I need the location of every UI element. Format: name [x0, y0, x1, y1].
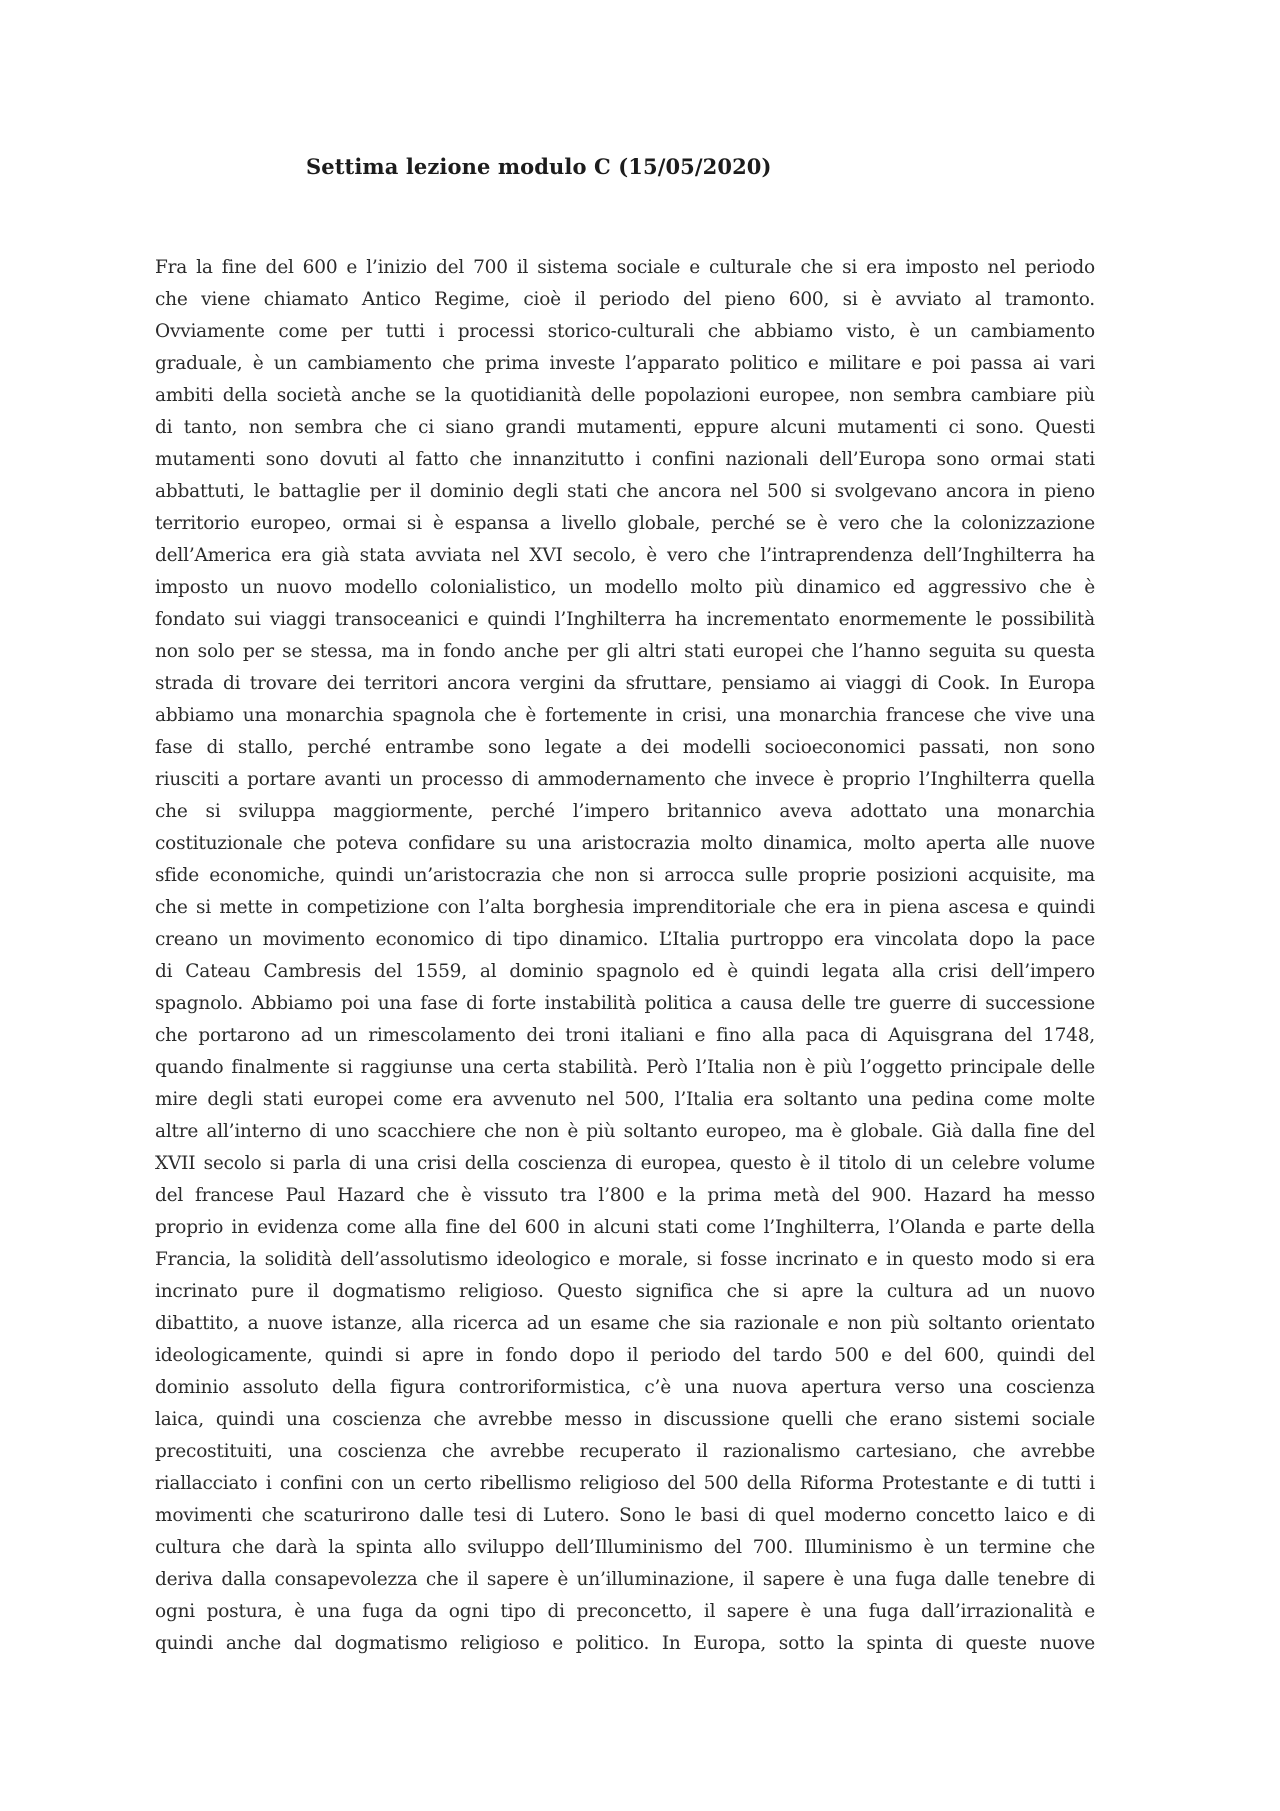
text-line: abbattuti, le battaglie per il dominio degli stati che ancora nel 500 si svolgevano ancora in pieno	[155, 481, 1095, 502]
text-line: proprio in evidenza come alla fine del 600 in alcuni stati come l’Inghilterra, l’Olanda e parte della	[155, 1217, 1095, 1238]
text-line: dominio assoluto della figura controriformistica, c’è una nuova apertura verso una coscienza	[155, 1377, 1095, 1398]
text-line: che si sviluppa maggiormente, perché l’impero britannico aveva adottato una monarchia	[155, 801, 1095, 822]
text-line: che viene chiamato Antico Regime, cioè il periodo del pieno 600, si è avviato al tramonto.	[155, 289, 1095, 310]
text-line: sfide economiche, quindi un’aristocrazia che non si arrocca sulle proprie posizioni acquisite, ma	[155, 865, 1095, 886]
text-line: graduale, è un cambiamento che prima investe l’apparato politico e militare e poi passa ai vari	[155, 353, 1095, 374]
text-line: incrinato pure il dogmatismo religioso. Questo significa che si apre la cultura ad un nuovo	[155, 1281, 1095, 1302]
text-line: riallacciato i confini con un certo ribellismo religioso del 500 della Riforma Protestante e di tutti i	[155, 1473, 1095, 1494]
text-line: mutamenti sono dovuti al fatto che innanzitutto i confini nazionali dell’Europa sono ormai stati	[155, 449, 1095, 470]
text-line: cultura che darà la spinta allo sviluppo dell’Illuminismo del 700. Illuminismo è un termine che	[155, 1537, 1095, 1558]
text-line: laica, quindi una coscienza che avrebbe messo in discussione quelli che erano sistemi sociale	[155, 1409, 1095, 1430]
text-line: ogni postura, è una fuga da ogni tipo di preconcetto, il sapere è una fuga dall’irrazionalità e	[155, 1601, 1095, 1622]
text-line: ambiti della società anche se la quotidianità delle popolazioni europee, non sembra cambiare più	[155, 385, 1095, 406]
text-line: creano un movimento economico di tipo dinamico. L’Italia purtroppo era vincolata dopo la pace	[155, 929, 1095, 950]
text-line: abbiamo una monarchia spagnola che è fortemente in crisi, una monarchia francese che vive una	[155, 705, 1095, 726]
text-line: dell’America era già stata avviata nel XVI secolo, è vero che l’intraprendenza dell’Inghilterra ha	[155, 545, 1095, 566]
text-line: altre all’interno di uno scacchiere che non è più soltanto europeo, ma è globale. Già dalla fine del	[155, 1121, 1095, 1142]
text-line: quindi anche dal dogmatismo religioso e politico. In Europa, sotto la spinta di queste nuove	[155, 1633, 1095, 1654]
text-line: fase di stallo, perché entrambe sono legate a dei modelli socioeconomici passati, non sono	[155, 737, 1095, 758]
text-line: di tanto, non sembra che ci siano grandi mutamenti, eppure alcuni mutamenti ci sono. Questi	[155, 417, 1095, 438]
text-line: mire degli stati europei come era avvenuto nel 500, l’Italia era soltanto una pedina come molte	[155, 1089, 1095, 1110]
text-line: precostituiti, una coscienza che avrebbe recuperato il razionalismo cartesiano, che avrebbe	[155, 1441, 1095, 1462]
text-line: quando finalmente si raggiunse una certa stabilità. Però l’Italia non è più l’oggetto principale delle	[155, 1057, 1095, 1078]
text-line: che si mette in competizione con l’alta borghesia imprenditoriale che era in piena ascesa e quindi	[155, 897, 1095, 918]
text-line: territorio europeo, ormai si è espansa a livello globale, perché se è vero che la colonizzazione	[155, 513, 1095, 534]
text-line: strada di trovare dei territori ancora vergini da sfruttare, pensiamo ai viaggi di Cook. In Europa	[155, 673, 1095, 694]
text-line: del francese Paul Hazard che è vissuto tra l’800 e la prima metà del 900. Hazard ha messo	[155, 1185, 1095, 1206]
text-line: di Cateau Cambresis del 1559, al dominio spagnolo ed è quindi legata alla crisi dell’impero	[155, 961, 1095, 982]
text-line: XVII secolo si parla di una crisi della coscienza di europea, questo è il titolo di un celebre volume	[155, 1153, 1095, 1174]
text-line: deriva dalla consapevolezza che il sapere è un’illuminazione, il sapere è una fuga dalle tenebre di	[155, 1569, 1095, 1590]
text-line: non solo per se stessa, ma in fondo anche per gli altri stati europei che l’hanno seguita su questa	[155, 641, 1095, 662]
text-line: movimenti che scaturirono dalle tesi di Lutero. Sono le basi di quel moderno concetto laico e di	[155, 1505, 1095, 1526]
text-line: ideologicamente, quindi si apre in fondo dopo il periodo del tardo 500 e del 600, quindi del	[155, 1345, 1095, 1366]
page-title: Settima lezione modulo C (15/05/2020)	[306, 154, 772, 179]
text-line: imposto un nuovo modello colonialistico, un modello molto più dinamico ed aggressivo che è	[155, 577, 1095, 598]
text-line: fondato sui viaggi transoceanici e quindi l’Inghilterra ha incrementato enormemente le possibilità	[155, 609, 1095, 630]
text-line: Francia, la solidità dell’assolutismo ideologico e morale, si fosse incrinato e in questo modo si era	[155, 1249, 1095, 1270]
text-line: costituzionale che poteva confidare su una aristocrazia molto dinamica, molto aperta alle nuove	[155, 833, 1095, 854]
body-paragraph	[155, 252, 1095, 1660]
text-line: riusciti a portare avanti un processo di ammodernamento che invece è proprio l’Inghilterra quella	[155, 769, 1095, 790]
text-line: dibattito, a nuove istanze, alla ricerca ad un esame che sia razionale e non più soltanto orientato	[155, 1313, 1095, 1334]
text-line: Fra la fine del 600 e l’inizio del 700 il sistema sociale e culturale che si era imposto nel periodo	[155, 257, 1095, 278]
text-line: Ovviamente come per tutti i processi storico-culturali che abbiamo visto, è un cambiamento	[155, 321, 1095, 342]
text-line: spagnolo. Abbiamo poi una fase di forte instabilità politica a causa delle tre guerre di successione	[155, 993, 1095, 1014]
text-line: che portarono ad un rimescolamento dei troni italiani e fino alla paca di Aquisgrana del 1748,	[155, 1025, 1095, 1046]
